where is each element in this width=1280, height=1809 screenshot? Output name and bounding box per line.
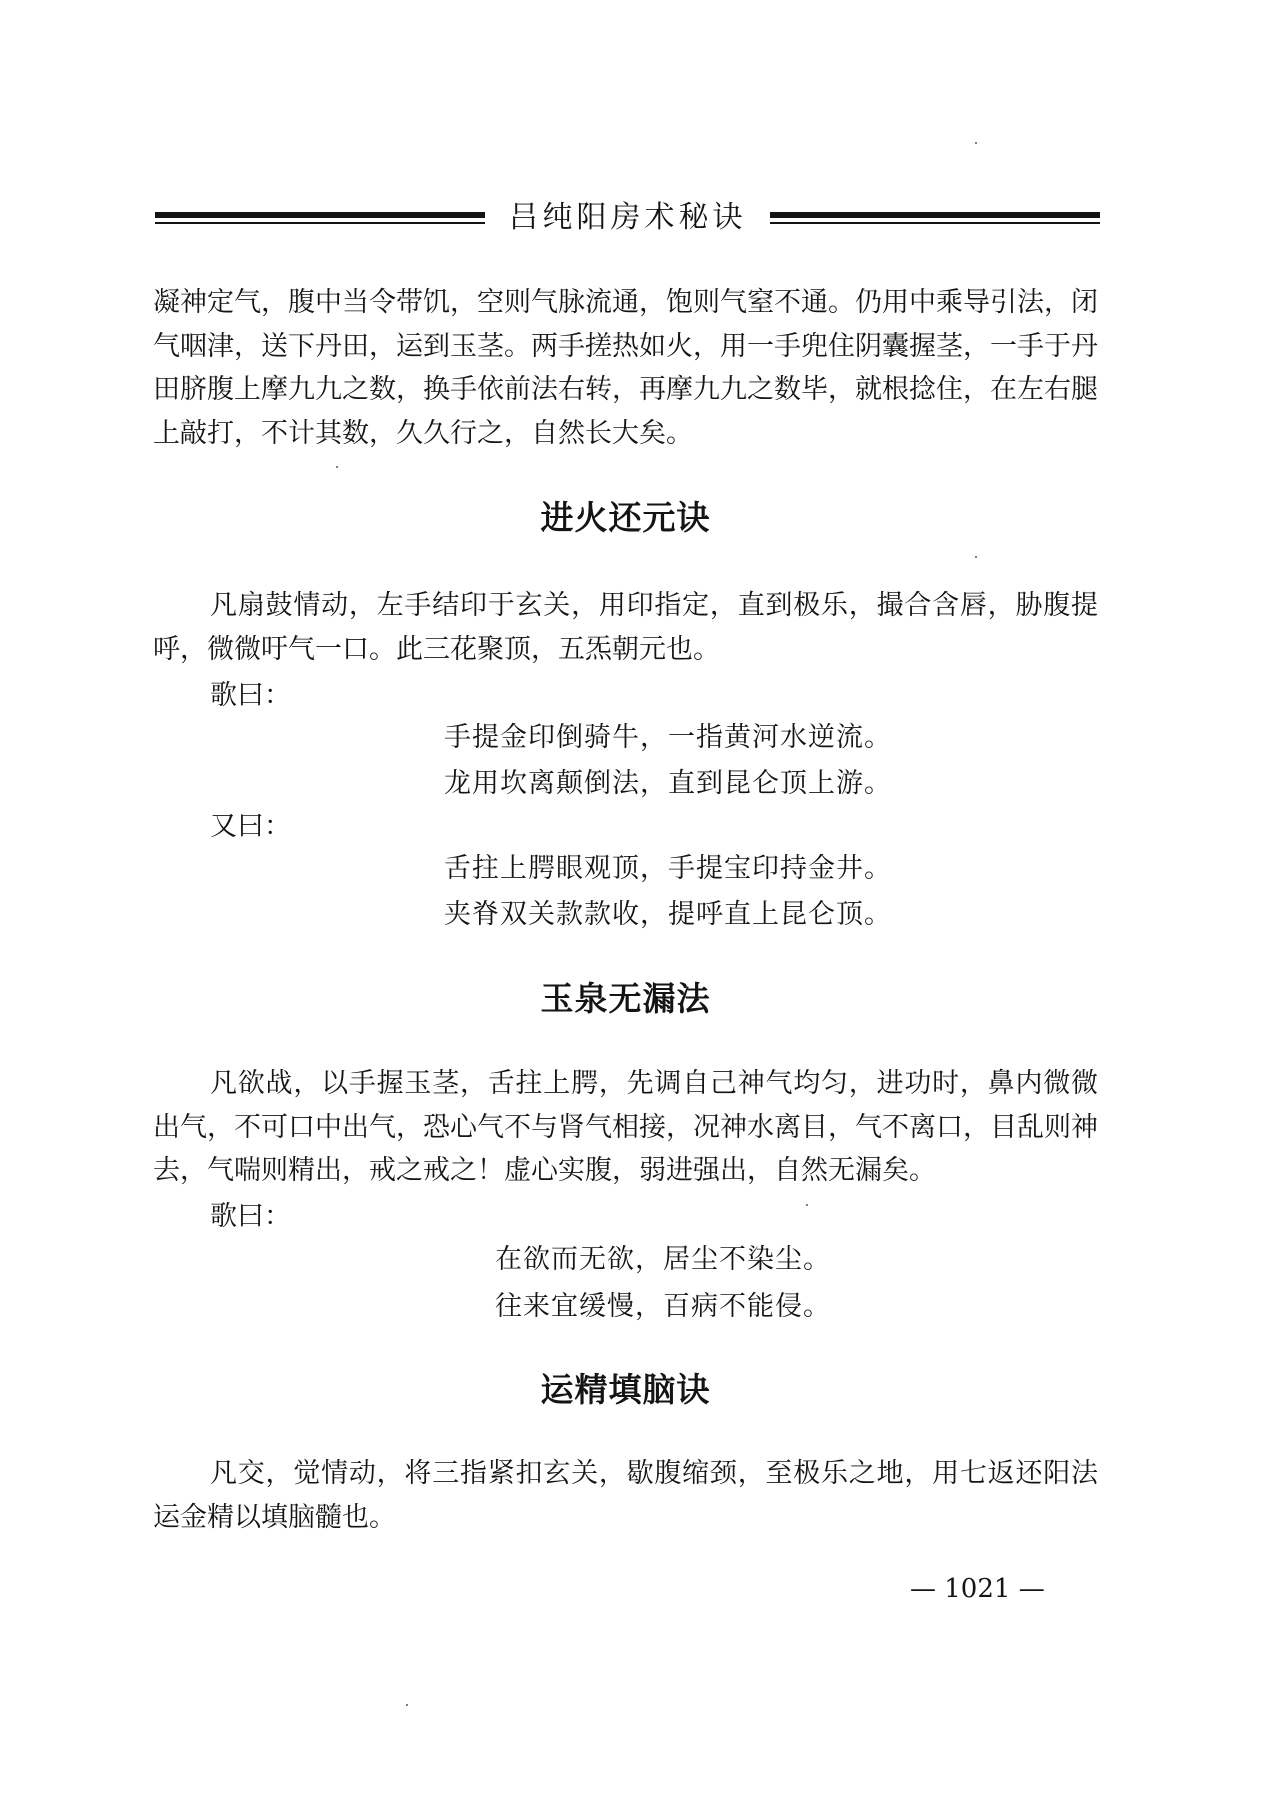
verse-line: 在欲而无欲，居尘不染尘。 <box>495 1244 831 1275</box>
song-label-2: 又曰： <box>210 811 291 842</box>
scan-speck <box>806 1204 808 1206</box>
header-rule-right-thick <box>770 212 1100 218</box>
scan-speck <box>336 466 338 468</box>
header-rule-right <box>770 212 1100 226</box>
header-rule-left <box>155 212 485 226</box>
song-label-1: 歌曰： <box>210 680 291 711</box>
section-title-jinhuo: 进火还元诀 <box>540 498 711 537</box>
verse-line: 龙用坎离颠倒法，直到昆仑顶上游。 <box>444 768 892 799</box>
header-rule-left-thick <box>155 212 485 218</box>
section-yunjing-paragraph: 凡交，觉情动，将三指紧扣玄关，歇腹缩颈，至极乐之地，用七返还阳法运金精以填脑髓也。 <box>153 1458 1098 1533</box>
scan-speck <box>406 1704 408 1706</box>
section-title-yuquan: 玉泉无漏法 <box>540 979 711 1018</box>
running-header <box>155 198 1100 244</box>
verse-line: 夹脊双关款款收，提呼直上昆仑顶。 <box>444 899 892 930</box>
song-label-3: 歌曰： <box>210 1201 291 1232</box>
header-rule-left-thin <box>155 222 485 224</box>
verse-line: 往来宜缓慢，百病不能侵。 <box>495 1291 831 1322</box>
page-number: — 1021 — <box>910 1574 1045 1604</box>
scan-speck <box>975 142 977 144</box>
verse-line: 手提金印倒骑牛，一指黄河水逆流。 <box>444 722 892 753</box>
scan-speck <box>975 556 977 558</box>
header-rule-right-thin <box>770 222 1100 224</box>
section-yuquan-paragraph: 凡欲战，以手握玉茎，舌拄上腭，先调自己神气均匀，进功时，鼻内微微出气，不可口中出气，恐心气不与肾气相接，况神水离目，气不离口，目乱则神去，气喘则精出，戒之戒之！虚心实腹，弱进强出，自然无漏矣。 <box>153 1068 1098 1186</box>
section-title-yunjing: 运精填脑诀 <box>540 1370 711 1409</box>
verse-line: 舌拄上腭眼观顶，手提宝印持金井。 <box>444 853 892 884</box>
section-jinhuo-paragraph: 凡扇鼓情动，左手结印于玄关，用印指定，直到极乐，撮合含唇，胁腹提呼，微微吁气一口。此三花聚顶，五炁朝元也。 <box>153 590 1098 665</box>
intro-paragraph: 凝神定气，腹中当令带饥，空则气脉流通，饱则气窒不通。仍用中乘导引法，闭气咽津，送下丹田，运到玉茎。两手搓热如火，用一手兜住阴囊握茎，一手于丹田脐腹上摩九九之数，换手依前法右转，再摩九九之数毕，就根捻住，在左右腿上敲打，不计其数，久久行之，自然长大矣。 <box>153 287 1098 449</box>
header-title: 吕纯阳房术秘诀 <box>508 200 747 235</box>
